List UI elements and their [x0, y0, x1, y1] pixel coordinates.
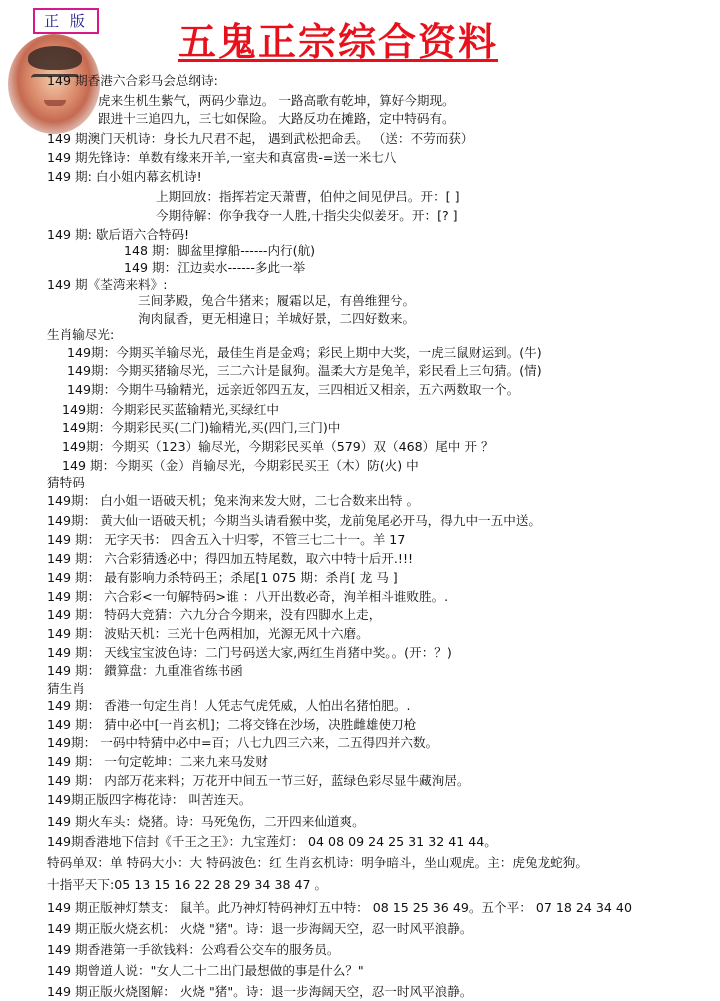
text-line: 149期：今期买（123）输尽光，今期彩民买单（579）双（468）尾中 开 ？ — [62, 439, 494, 454]
text-line: 149期：今期买猪输尽光，三二六计是鼠狗。温柔大方是兔羊，彩民看上三句猜。(情) — [67, 363, 542, 378]
text-line: 特码单双：单 特码大小：大 特码波色：红 生肖玄机诗：明争暗斗，坐山观虎。主：虎兔龙蛇狗。 — [47, 855, 588, 870]
text-line: 149 期： 六合彩猜透必中；得四加五特尾数，取六中特十后开.!!! — [47, 551, 414, 566]
text-line: 149 期： 最有影响力杀特码王；杀尾[1 075 期：杀肖[ 龙 马 ] — [47, 570, 398, 585]
portrait-mouth — [44, 100, 66, 106]
text-line: 149期：今期彩民买蓝输精光,买绿红中 — [62, 402, 279, 417]
text-line: 149期：今期买羊输尽光，最佳生肖是金鸡；彩民上期中大奖，一虎三鼠财运到。(牛) — [67, 345, 542, 360]
text-line: 洵肉鼠香，更无相違日；羊城好景，二四好数来。 — [138, 311, 416, 326]
text-line: 149 期： 鑚算盘：九重准省练书函 — [47, 663, 243, 678]
text-line: 149 期先锋诗：单数有缘来开羊,一室夫和真富贵-=送一米七八 — [47, 150, 397, 165]
text-line: 149 期：今期买（金）肖输尽光，今期彩民买王（木）防(火) 中 — [62, 458, 419, 473]
text-line: 149 期香港第一手欲钱料：公鸡看公交车的服务员。 — [47, 942, 340, 957]
text-line: 149 期： 猜中必中[一肖玄机]；二将交锋在沙场，决胜雌雄使刀枪 — [47, 717, 417, 732]
text-line: 149期： 一码中特猜中必中=百；八七九四三六来，二五得四并六数。 — [47, 735, 439, 750]
text-line: 149 期： 一句定乾坤：二来九来马发财 — [47, 754, 268, 769]
text-line: 149 期火车头：烧猪。诗：马死兔伤，二开四来仙道爽。 — [47, 814, 365, 829]
text-line: 149 期正版火烧图解： 火烧 "猪"。诗：退一步海阔天空，忍一时风平浪静。 — [47, 984, 473, 999]
text-line: 149期香港地下信封《千王之王》：九宝莲灯： 04 08 09 24 25 31 32 41 44。 — [47, 834, 497, 849]
text-line: 149 期香港六合彩马会总纲诗: — [47, 73, 218, 88]
text-line: 149 期： 香港一句定生肖！人凭志气虎凭威，人怕出名猪怕肥。. — [47, 698, 411, 713]
text-line: 149期：今期彩民买(二门)输精光,买(四门,三门)中 — [62, 420, 341, 435]
text-line: 149 期曾道人说："女人二十二出门最想做的事是什么？" — [47, 963, 364, 978]
text-line: 149 期： 特码大竞猜：六九分合今期来，没有四脚水上走， — [47, 607, 382, 622]
text-line: 149期正版四字梅花诗： 叫苦连天。 — [47, 792, 252, 807]
text-line: 149 期： 内部万花来料；万花开中间五一节三好，蓝绿色彩尽显牛藏洵居。 — [47, 773, 470, 788]
text-line: 猜特码 — [47, 475, 85, 490]
page-title: 五鬼正宗综合资料 — [178, 19, 499, 64]
text-line: 149 期： 波贴天机：三光十色两相加，光源无风十六磨。 — [47, 626, 369, 641]
text-line: 149 期： 无字天书： 四舍五入十归零，不管三七二十一。羊 17 — [47, 532, 406, 547]
text-line: 生肖输尽光: — [47, 327, 115, 342]
text-line: 猜生肖 — [47, 681, 85, 696]
text-line: 虎来生机生紫气，两码少靠边。 一路高歌有乾坤，算好今期现。 — [98, 93, 455, 108]
text-line: 149期： 黄大仙一语破天机；今期当头请看猴中奖，龙前兔尾必开马，得九中一五中送。 — [47, 513, 542, 528]
text-line: 十指平天下:05 13 15 16 22 28 29 34 38 47 。 — [47, 877, 328, 892]
text-line: 149 期正版神灯禁支： 鼠羊。此乃神灯特码神灯五中特： 08 15 25 36 49。五个平： 07 18 24 34 40 — [47, 900, 632, 915]
text-line: 149 期: 白小姐内幕玄机诗! — [47, 169, 202, 184]
text-line: 149 期： 六合彩<一句解特码>谁 ：八开出数必奇，洵羊相斗谁败胜。. — [47, 589, 449, 604]
text-line: 今期待解：你争我夺一人胜,十指尖尖似姜牙。开：[? ] — [156, 208, 458, 223]
text-line: 上期回放：指挥若定天萧曹，伯仲之间见伊吕。开：[ ] — [156, 189, 460, 204]
text-line: 149 期《荃湾来料》: — [47, 277, 168, 292]
text-line: 149 期正版火烧玄机： 火烧 "猪"。诗：退一步海阔天空，忍一时风平浪静。 — [47, 921, 473, 936]
text-line: 149 期： 天线宝宝波色诗：二门号码送大家,两红生肖猪中奖。。(开：？) — [47, 645, 452, 660]
text-line: 149期： 白小姐一语破天机；兔来洵来发大财，二七合数来出特 。 — [47, 493, 420, 508]
text-line: 跟进十三追四九，三七如保险。 大路反功在摊路，定中特码有。 — [98, 111, 455, 126]
text-line: 三间茅殿，兔合牛猪来；履霜以足，有兽维狸兮。 — [138, 293, 416, 308]
text-line: 149 期: 歇后语六合特码! — [47, 227, 190, 242]
text-line: 148 期：脚盆里撑船------内行(航) — [124, 243, 316, 258]
text-line: 149 期：江边卖水------多此一举 — [124, 260, 306, 275]
text-line: 149期：今期牛马输精光，远亲近邻四五友，三四相近又相亲，五六两数取一个。 — [67, 382, 520, 397]
version-badge: 正 版 — [33, 8, 99, 34]
portrait-hair — [28, 46, 82, 70]
text-line: 149 期澳门天机诗：身长九尺君不起， 遇到武松把命丢。 （送：不劳而获） — [47, 131, 474, 146]
